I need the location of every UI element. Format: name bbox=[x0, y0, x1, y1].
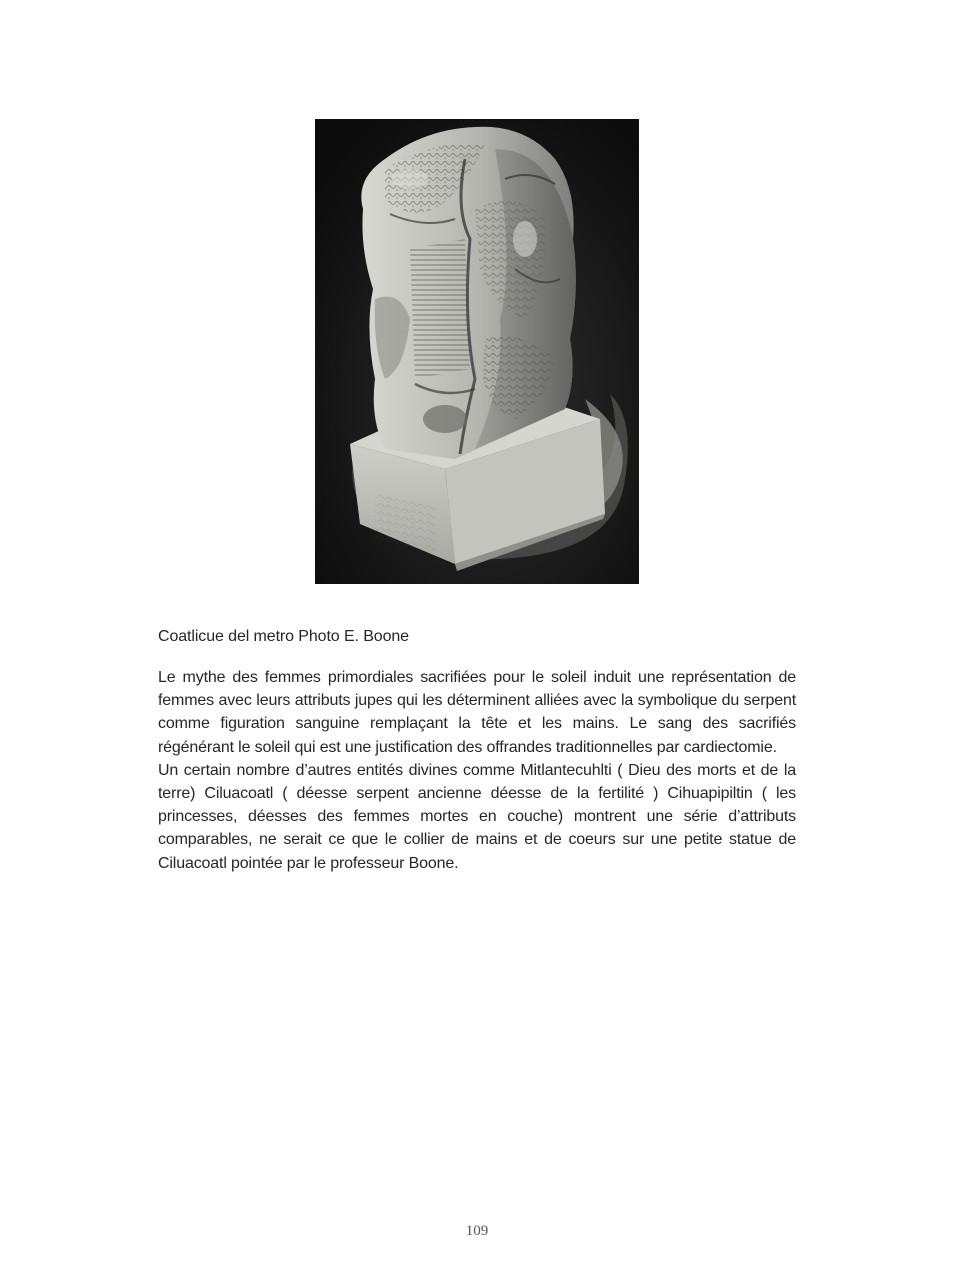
page-number: 109 bbox=[465, 1223, 489, 1239]
figure-caption: Coatlicue del metro Photo E. Boone bbox=[158, 628, 409, 645]
paragraph: Le mythe des femmes primordiales sacrifiées pour le soleil induit une représentation de femmes avec leurs attributs jupes qui les déterminent alliées avec la symbolique du serpent comme figuration sanguine remplaçant la tête et les mains. Le sang des sacrifiés régénérant le soleil qui est une justification des offrandes traditionnelles par cardiectomie. bbox=[158, 669, 796, 756]
statue-illustration bbox=[315, 119, 639, 584]
statue-photo bbox=[315, 119, 639, 584]
paragraph: Un certain nombre d’autres entités divines comme Mitlantecuhlti ( Dieu des morts et de la terre) Ciluacoatl ( déesse serpent ancienne déesse de la fertilité ) Cihuapipiltin ( les princesses, déesses des femmes mortes en couche) montrent une série d’attributs comparables, ne serait ce que le collier de mains et de coeurs sur une petite statue de Ciluacoatl pointée par le professeur Boone. bbox=[158, 761, 796, 872]
body-text bbox=[158, 666, 796, 875]
